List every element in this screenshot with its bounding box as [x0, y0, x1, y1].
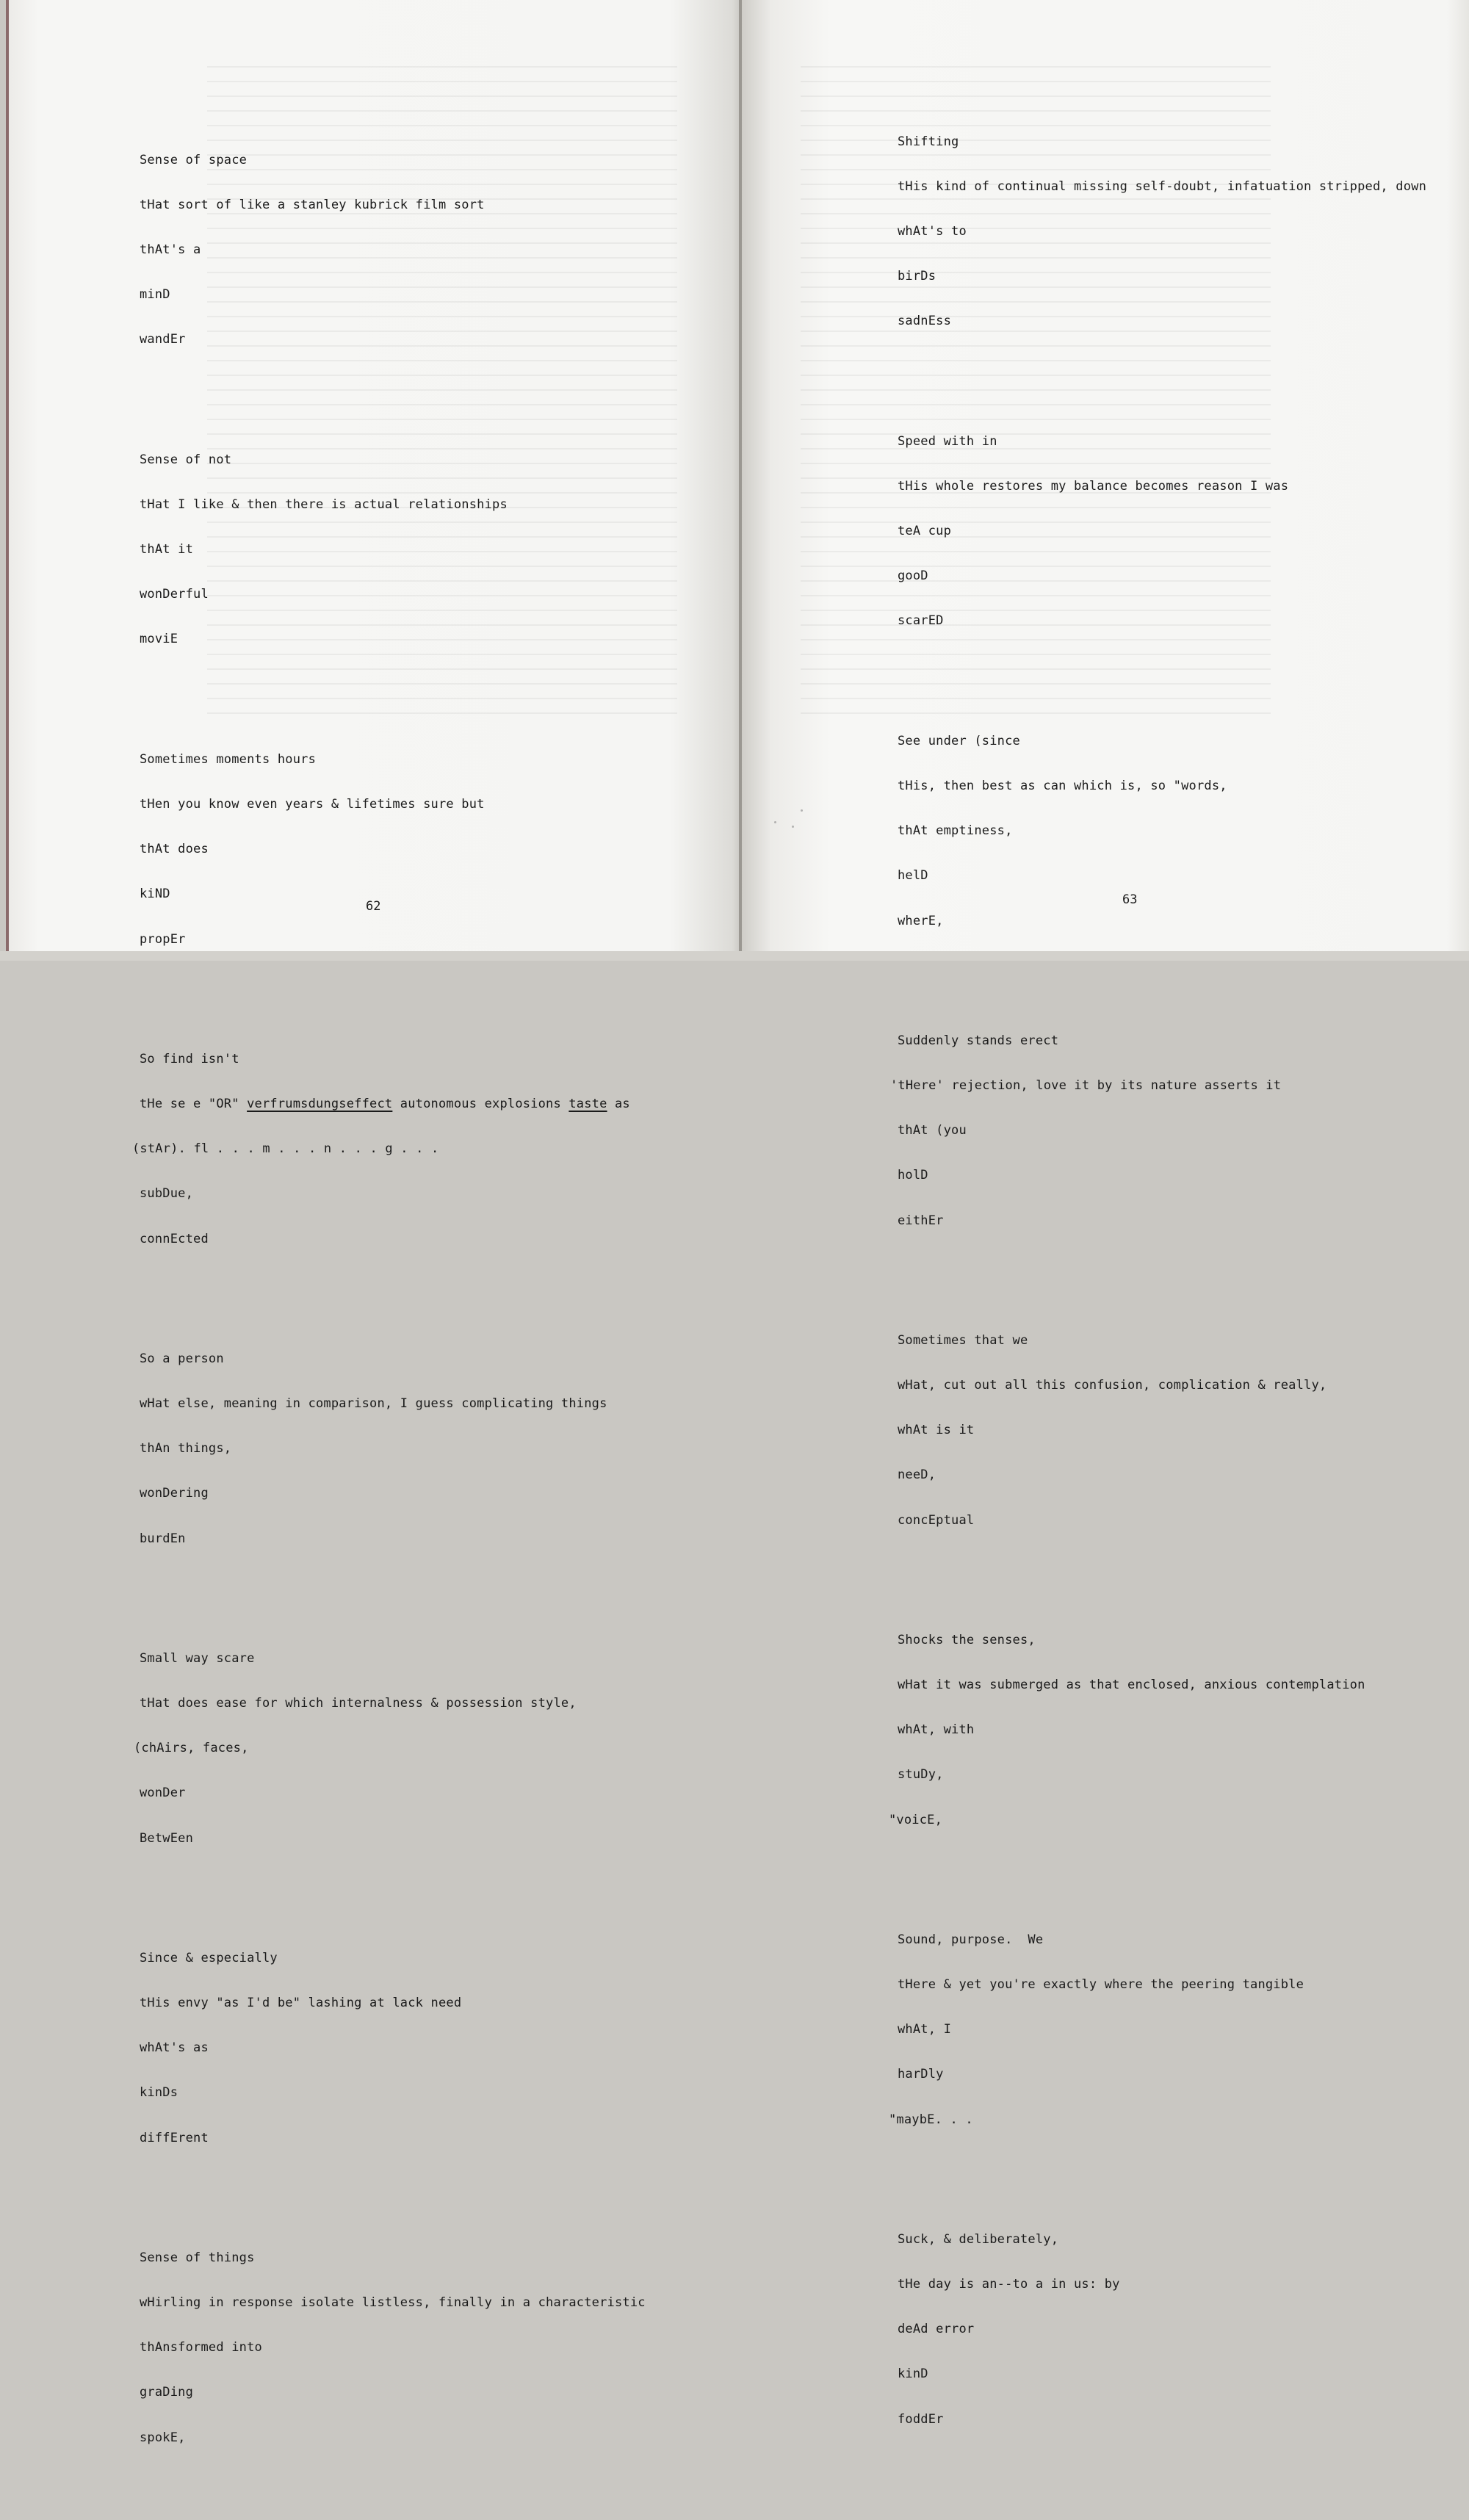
poem-line: thAt does — [140, 842, 209, 857]
left-page — [6, 0, 743, 2445]
poem-line: Sense of things — [140, 2250, 255, 2265]
poem-line: Sometimes that we — [898, 1332, 1028, 1348]
left-stanza-7 — [140, 1921, 646, 2176]
underlined-word: verfrumsdungseffect — [247, 1096, 393, 1111]
right-stanza-8 — [898, 2202, 1426, 2457]
right-stanza-1 — [898, 104, 1426, 359]
poem-line: scarED — [898, 613, 944, 629]
poem-line: deAd error — [898, 2322, 975, 2337]
poem-line: Sound, purpose. We — [898, 1932, 1044, 1947]
right-stanza-2 — [898, 404, 1426, 659]
poem-line: wHat it was submerged as that enclosed, anxious contemplation — [898, 1677, 1365, 1692]
poem-line: "maybE. . . — [889, 2112, 973, 2127]
poem-line: tHis, then best as can which is, so "words, — [898, 778, 1227, 793]
poem-line: thAn things, — [140, 1441, 232, 1456]
poem-line: gooD — [898, 568, 928, 584]
left-stanza-5 — [140, 1321, 646, 1576]
poem-line: tHis kind of continual missing self-doubt, infatuation stripped, down — [898, 178, 1427, 194]
right-poem — [889, 74, 1427, 2502]
poem-line: tHis envy "as I'd be" lashing at lack need — [140, 1996, 462, 2011]
poem-line: stuDy, — [898, 1767, 944, 1783]
poem-line: wHirling in response isolate listless, finally in a characteristic — [140, 2295, 646, 2311]
poem-line: wonDer — [140, 1786, 186, 1801]
poem-line: tHere & yet you're exactly where the peering tangible — [898, 1977, 1304, 1993]
poem-line: Since & especially — [140, 1950, 278, 1965]
poem-line: whAt's to — [898, 224, 967, 239]
poem-line: Suck, & deliberately, — [898, 2231, 1059, 2247]
poem-line: 'tHere' rejection, love it by its nature asserts it — [890, 1077, 1282, 1093]
poem-line: kinDs — [140, 2085, 178, 2101]
right-stanza-7 — [889, 1902, 1426, 2157]
poem-line: So find isn't — [140, 1051, 239, 1066]
poem-line: tHe day is an--to a in us: by — [898, 2277, 1120, 2292]
poem-line: burdEn — [140, 1531, 186, 1546]
poem-line: Sometimes moments hours — [140, 751, 317, 767]
left-stanza-3 — [140, 722, 646, 977]
poem-line: moviE — [140, 632, 178, 647]
poem-line: Speed with in — [898, 433, 997, 449]
paper-speck — [801, 809, 803, 812]
right-stanza-4 — [890, 1003, 1426, 1258]
poem-line: Sense of space — [140, 152, 248, 167]
poem-line: thAt (you — [898, 1123, 967, 1138]
poem-line-middle: autonomous explosions — [392, 1096, 569, 1111]
poem-line: diffErent — [140, 2130, 209, 2145]
poem-line: wHat else, meaning in comparison, I guess complicating things — [140, 1396, 607, 1411]
poem-line: thAt emptiness, — [898, 823, 1013, 839]
poem-line: BetwEen — [140, 1830, 194, 1846]
poem-line: whAt, with — [898, 1722, 975, 1738]
poem-line: So a person — [140, 1351, 224, 1366]
poem-line: thAt's a — [140, 242, 201, 258]
poem-line: (stAr). fl . . . m . . . n . . . g . . . — [132, 1141, 439, 1157]
poem-line: whAt is it — [898, 1423, 975, 1438]
poem-line: propEr — [140, 931, 186, 947]
poem-line: Suddenly stands erect — [898, 1033, 1059, 1048]
page-number: 63 — [1122, 892, 1138, 907]
poem-line: wonDerful — [140, 587, 209, 602]
poem-line-suffix: as — [607, 1096, 630, 1111]
poem-line: foddEr — [898, 2411, 944, 2427]
right-stanza-5 — [898, 1303, 1426, 1558]
underlined-word: taste — [569, 1096, 607, 1111]
poem-line: Shifting — [898, 134, 959, 149]
poem-line: tHat I like & then there is actual relationships — [140, 497, 508, 512]
poem-line: Shocks the senses, — [898, 1632, 1036, 1647]
poem-line: holD — [898, 1168, 928, 1183]
poem-line: tHat does ease for which internalness & possession style, — [140, 1695, 577, 1711]
poem-line: connEcted — [140, 1231, 209, 1246]
poem-line: neeD, — [898, 1467, 936, 1483]
poem-line: Sense of not — [140, 452, 232, 467]
poem-line: whAt's as — [140, 2040, 209, 2056]
poem-line: (chAirs, faces, — [134, 1741, 249, 1756]
poem-line: birDs — [898, 269, 936, 284]
poem-line: helD — [898, 868, 928, 884]
poem-line: wherE, — [898, 913, 944, 928]
poem-line: wonDering — [140, 1486, 209, 1501]
poem-line: wandEr — [140, 332, 186, 347]
poem-line: wHat, cut out all this confusion, complication & really, — [898, 1377, 1327, 1393]
paper-speck — [792, 826, 794, 828]
poem-line: tHen you know even years & lifetimes sure but — [140, 796, 485, 812]
poem-line: See under (since — [898, 733, 1020, 748]
paper-speck — [774, 821, 776, 823]
left-stanza-1 — [140, 123, 646, 378]
right-page — [742, 0, 1469, 2427]
left-stanza-8 — [140, 2220, 646, 2475]
poem-line: kinD — [898, 2366, 928, 2382]
poem-line: whAt, I — [898, 2022, 952, 2037]
poem-line: sadnEss — [898, 314, 952, 329]
poem-line: graDing — [140, 2385, 194, 2400]
poem-line: minD — [140, 287, 170, 303]
poem-line: tHis whole restores my balance becomes reason I was — [898, 478, 1289, 494]
poem-line: Small way scare — [140, 1650, 255, 1666]
poem-line: tHat sort of like a stanley kubrick film sort — [140, 197, 485, 212]
poem-line: spokE, — [140, 2430, 186, 2445]
poem-line: thAt it — [140, 542, 194, 557]
right-stanza-6 — [889, 1603, 1426, 1857]
poem-line: harDly — [898, 2067, 944, 2082]
poem-line: "voicE, — [889, 1812, 943, 1827]
poem-line-underlined — [140, 1097, 646, 1111]
right-stanza-3 — [898, 704, 1426, 958]
left-stanza-2 — [140, 422, 646, 677]
poem-line: eithEr — [898, 1213, 944, 1228]
poem-line-prefix: tHe se e "OR" — [140, 1096, 248, 1111]
left-poem — [132, 93, 646, 2520]
poem-line: teA cup — [898, 524, 952, 539]
book-bottom-edge — [0, 951, 1469, 961]
poem-line: concEptual — [898, 1512, 975, 1528]
page-number: 62 — [366, 899, 381, 914]
poem-line: thAnsformed into — [140, 2340, 262, 2355]
poem-line: subDue, — [140, 1186, 194, 1202]
left-stanza-4 — [132, 1022, 646, 1277]
poem-line: kiND — [140, 887, 170, 902]
left-stanza-6 — [134, 1621, 646, 1876]
